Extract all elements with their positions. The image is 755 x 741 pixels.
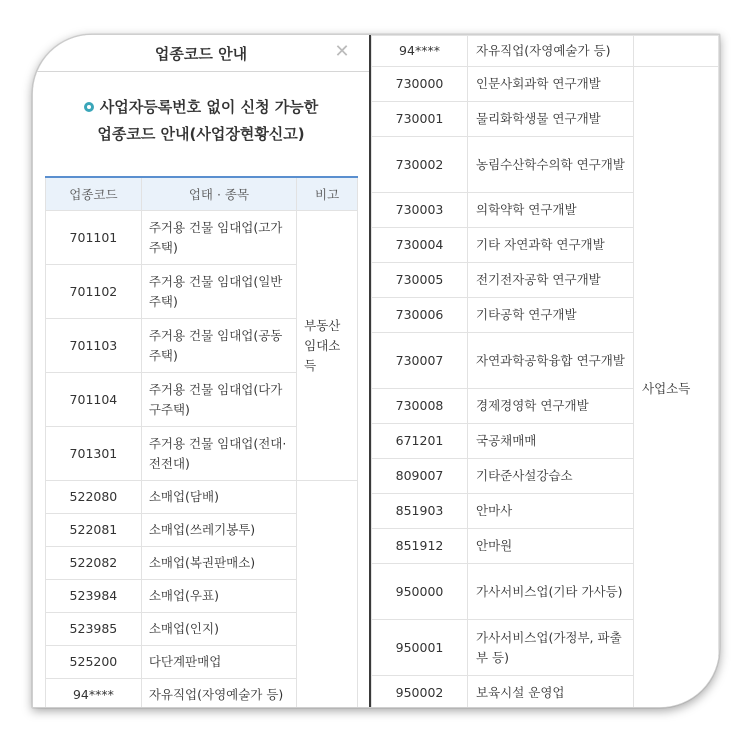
code-cell: 701103 — [46, 319, 142, 373]
type-cell: 가사서비스업(가정부, 파출부 등) — [468, 620, 634, 676]
notice-line-2: 업종코드 안내(사업장현황신고) — [97, 125, 305, 143]
code-cell: 950001 — [372, 620, 468, 676]
type-cell: 주거용 건물 임대업(전대·전전대) — [141, 427, 296, 481]
type-cell: 의학약학 연구개발 — [468, 193, 634, 228]
code-cell: 94**** — [372, 36, 468, 67]
code-cell: 522080 — [46, 481, 142, 514]
type-cell: 다단계판매업 — [141, 646, 296, 679]
note-cell: 사업소득 — [634, 67, 719, 709]
modal-panel — [33, 35, 369, 707]
notice-line-1-text: 사업자등록번호 없이 신청 가능한 — [99, 98, 319, 116]
note-cell: 부동산 임대소득 — [297, 211, 358, 481]
type-cell: 소매업(복권판매소) — [141, 547, 296, 580]
code-cell: 809007 — [372, 459, 468, 494]
type-cell: 주거용 건물 임대업(다가구주택) — [141, 373, 296, 427]
bullet-icon — [84, 102, 94, 112]
code-cell: 851912 — [372, 529, 468, 564]
type-cell: 보육시설 운영업 — [468, 676, 634, 709]
header-code: 업종코드 — [46, 177, 142, 211]
code-cell: 94**** — [46, 679, 142, 709]
code-cell: 701301 — [46, 427, 142, 481]
header-note: 비고 — [297, 177, 358, 211]
type-cell: 소매업(쓰레기봉투) — [141, 514, 296, 547]
code-cell: 950000 — [372, 564, 468, 620]
table-header-row — [46, 177, 358, 211]
code-cell: 730007 — [372, 333, 468, 389]
industry-code-table-left — [45, 176, 358, 708]
industry-code-table-right — [371, 35, 719, 708]
notice-line-1 — [33, 94, 369, 121]
type-cell: 안마원 — [468, 529, 634, 564]
type-cell: 기타준사설강습소 — [468, 459, 634, 494]
code-cell: 525200 — [46, 646, 142, 679]
table-row — [46, 211, 358, 265]
close-icon[interactable]: ✕ — [334, 41, 350, 62]
code-cell: 730000 — [372, 67, 468, 102]
type-cell: 경제경영학 연구개발 — [468, 389, 634, 424]
code-cell: 730008 — [372, 389, 468, 424]
type-cell: 소매업(인지) — [141, 613, 296, 646]
code-cell: 523985 — [46, 613, 142, 646]
code-cell: 701102 — [46, 265, 142, 319]
type-cell: 안마사 — [468, 494, 634, 529]
code-cell: 671201 — [372, 424, 468, 459]
code-cell: 730001 — [372, 102, 468, 137]
code-cell: 730005 — [372, 263, 468, 298]
code-cell: 730003 — [372, 193, 468, 228]
type-cell: 주거용 건물 임대업(공동주택) — [141, 319, 296, 373]
code-cell: 522082 — [46, 547, 142, 580]
type-cell: 자유직업(자영예술가 등) — [468, 36, 634, 67]
type-cell: 물리화학생물 연구개발 — [468, 102, 634, 137]
table-row — [372, 67, 719, 102]
type-cell: 소매업(담배) — [141, 481, 296, 514]
code-cell: 730006 — [372, 298, 468, 333]
type-cell: 가사서비스업(기타 가사등) — [468, 564, 634, 620]
note-cell-empty — [634, 36, 719, 67]
code-cell: 523984 — [46, 580, 142, 613]
code-cell: 701101 — [46, 211, 142, 265]
code-cell: 851903 — [372, 494, 468, 529]
type-cell: 인문사회과학 연구개발 — [468, 67, 634, 102]
type-cell: 자유직업(자영예술가 등) — [141, 679, 296, 709]
table-continuation-panel — [371, 35, 719, 707]
table-row — [372, 36, 719, 67]
modal-header — [33, 35, 369, 72]
screenshot-frame — [32, 34, 720, 708]
code-cell: 950002 — [372, 676, 468, 709]
code-cell: 522081 — [46, 514, 142, 547]
note-cell-empty — [297, 481, 358, 709]
notice-heading — [33, 94, 369, 148]
code-cell: 701104 — [46, 373, 142, 427]
type-cell: 소매업(우표) — [141, 580, 296, 613]
code-cell: 730002 — [372, 137, 468, 193]
table-row — [46, 481, 358, 514]
modal-title: 업종코드 안내 — [154, 44, 248, 63]
type-cell: 전기전자공학 연구개발 — [468, 263, 634, 298]
type-cell: 국공채매매 — [468, 424, 634, 459]
type-cell: 주거용 건물 임대업(일반주택) — [141, 265, 296, 319]
type-cell: 기타 자연과학 연구개발 — [468, 228, 634, 263]
type-cell: 주거용 건물 임대업(고가주택) — [141, 211, 296, 265]
header-type: 업태 · 종목 — [141, 177, 296, 211]
type-cell: 자연과학공학융합 연구개발 — [468, 333, 634, 389]
type-cell: 농림수산학수의학 연구개발 — [468, 137, 634, 193]
code-cell: 730004 — [372, 228, 468, 263]
type-cell: 기타공학 연구개발 — [468, 298, 634, 333]
